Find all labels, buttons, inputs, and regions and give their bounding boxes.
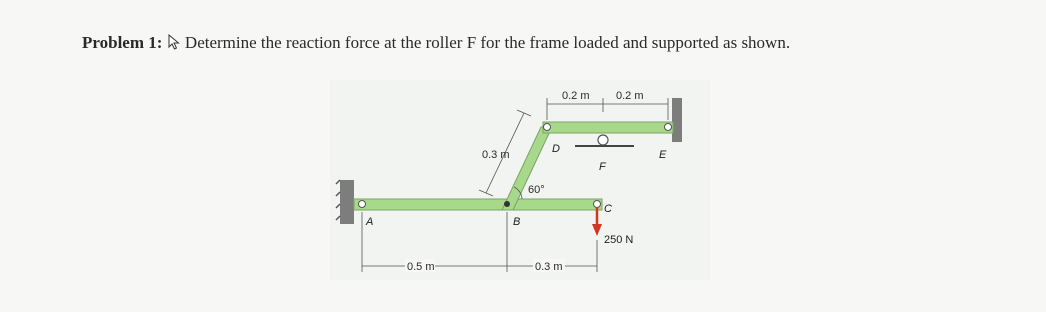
pin-B [504,201,510,207]
label-F: F [599,161,606,173]
label-C: C [604,203,612,215]
dim-angle: 60° [528,184,545,196]
load-label: 250 N [604,234,634,246]
dim-bottom-left: 0.5 m [407,261,435,273]
problem-label: Problem 1: [82,33,163,52]
label-E: E [659,149,667,161]
problem-text: Determine the reaction force at the roller F for the frame loaded and supported as shown. [184,33,791,52]
pin-E [665,124,672,131]
dim-bottom-right: 0.3 m [535,261,563,273]
member-DE [543,122,673,133]
label-A: A [366,216,374,228]
pin-C [594,201,601,208]
member-ABC [354,199,602,210]
label-B: B [513,216,521,228]
label-D: D [552,143,560,155]
dim-top-right: 0.2 m [616,90,644,102]
dim-top-left: 0.2 m [562,90,590,102]
dim-diag-label: 0.3 m [482,149,510,161]
pin-D [544,124,551,131]
pin-A [359,201,366,208]
wall-support-E [672,98,682,142]
